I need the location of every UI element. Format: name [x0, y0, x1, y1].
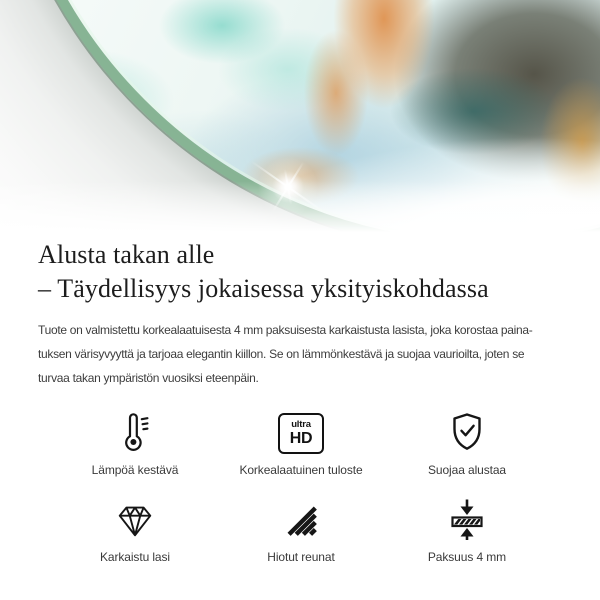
feature-label: Lämpöä kestävä: [91, 463, 179, 477]
feature-protects-surface: [384, 408, 550, 477]
features-grid: [52, 408, 550, 564]
feature-label: Korkealaatuinen tuloste: [239, 463, 363, 477]
feature-ultra-hd-print: [218, 408, 384, 477]
sparkle-core: [243, 142, 333, 232]
thickness-icon: [445, 495, 489, 541]
product-description: [38, 318, 564, 390]
thermometer-icon: [113, 408, 157, 454]
feature-thickness-4mm: [384, 495, 550, 564]
diamond-icon: [113, 495, 157, 541]
feature-label: Suojaa alustaa: [428, 463, 506, 477]
feature-label: Paksuus 4 mm: [427, 550, 507, 564]
description-line: turvaa takan ympäristön vuosiksi eteenpäin.: [38, 371, 259, 385]
description-line: tuksen värisyvyyttä ja tarjoaa elegantin kiillon. Se on lämmönkestävä ja suojaa vaurioilta, joten se: [38, 347, 525, 361]
polished-edges-icon: [279, 495, 323, 541]
product-photo: [0, 0, 600, 232]
page-title: [38, 238, 564, 306]
description-line: Tuote on valmistettu korkealaatuisesta 4 mm paksuisesta karkaistusta lasista, joka korostaa paina-: [38, 323, 533, 337]
shield-check-icon: [445, 408, 489, 454]
page-title-line2: – Täydellisyys jokaisessa yksityiskohdassa: [38, 274, 489, 303]
product-description-section: [0, 232, 600, 564]
page-title-line1: Alusta takan alle: [38, 240, 215, 269]
feature-heat-resistant: [52, 408, 218, 477]
ultra-hd-icon: [278, 408, 324, 454]
ultra-hd-icon-text-bottom: HD: [289, 429, 313, 447]
feature-label: Hiotut reunat: [267, 550, 335, 564]
feature-label: Karkaistu lasi: [100, 550, 170, 564]
feature-tempered-glass: [52, 495, 218, 564]
ultra-hd-icon-text-top: ultra: [291, 419, 311, 431]
sparkle-glint: [243, 142, 333, 232]
feature-polished-edges: [218, 495, 384, 564]
